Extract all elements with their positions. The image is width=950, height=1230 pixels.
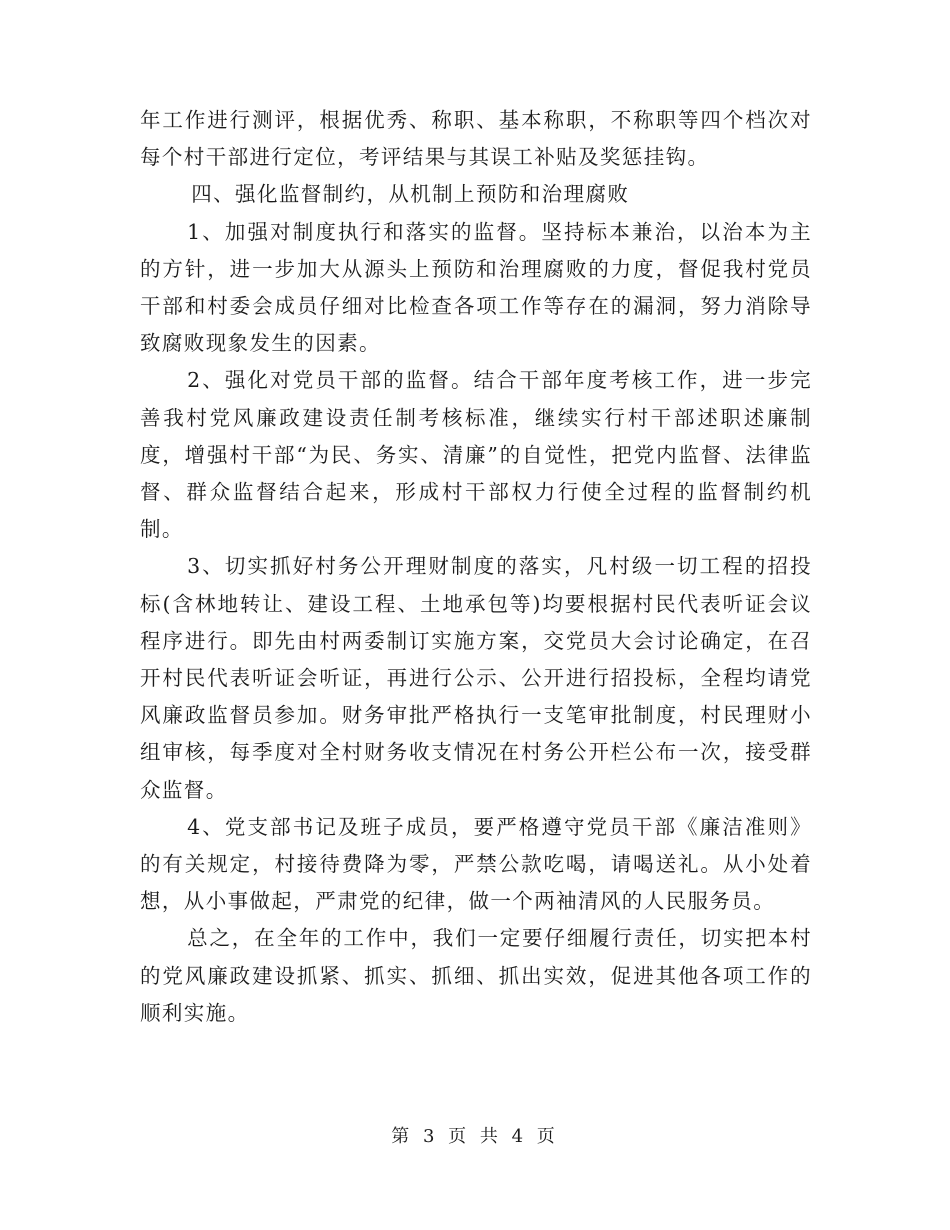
paragraph-continuation: 年工作进行测评，根据优秀、称职、基本称职，不称职等四个档次对每个村干部进行定位，考评结果与其误工补贴及奖惩挂钩。 [140,108,812,170]
paragraph-item-3: 3、切实抓好村务公开理财制度的落实，凡村级一切工程的招投标(含林地转让、建设工程、土地承包等)均要根据村民代表听证会议程序进行。即先由村两委制订实施方案，交党员大会讨论确定，在召开村民代表听证会听证，再进行公示、公开进行招投标，全程均请党风廉政监督员参加。财务审批严格执行一支笔审批制度，村民理财小组审核，每季度对全村财务收支情况在村务公开栏公布一次，接受群众监督。 [140,554,812,802]
paragraph-item-2: 2、强化对党员干部的监督。结合干部年度考核工作，进一步完善我村党风廉政建设责任制考核标准，继续实行村干部述职述廉制度，增强村干部“为民、务实、清廉”的自觉性，把党内监督、法律监督、群众监督结合起来，形成村干部权力行使全过程的监督制约机制。 [140,368,812,542]
paragraph-item-1: 1、加强对制度执行和落实的监督。坚持标本兼治，以治本为主的方针，进一步加大从源头上预防和治理腐败的力度，督促我村党员干部和村委会成员仔细对比检查各项工作等存在的漏洞，努力消除导致腐败现象发生的因素。 [140,219,812,356]
page-number-footer: 第 3 页 共 4 页 [391,1126,559,1147]
paragraph-conclusion: 总之，在全年的工作中，我们一定要仔细履行责任，切实把本村的党风廉政建设抓紧、抓实、抓细、抓出实效，促进其他各项工作的顺利实施。 [140,926,812,1025]
document-body [140,102,812,1032]
paragraph-item-4: 4、党支部书记及班子成员，要严格遵守党员干部《廉洁准则》的有关规定，村接待费降为零，严禁公款吃喝，请喝送礼。从小处着想，从小事做起，严肃党的纪律，做一个两袖清风的人民服务员。 [140,814,812,914]
section-heading: 四、强化监督制约，从机制上预防和治理腐败 [191,182,630,207]
